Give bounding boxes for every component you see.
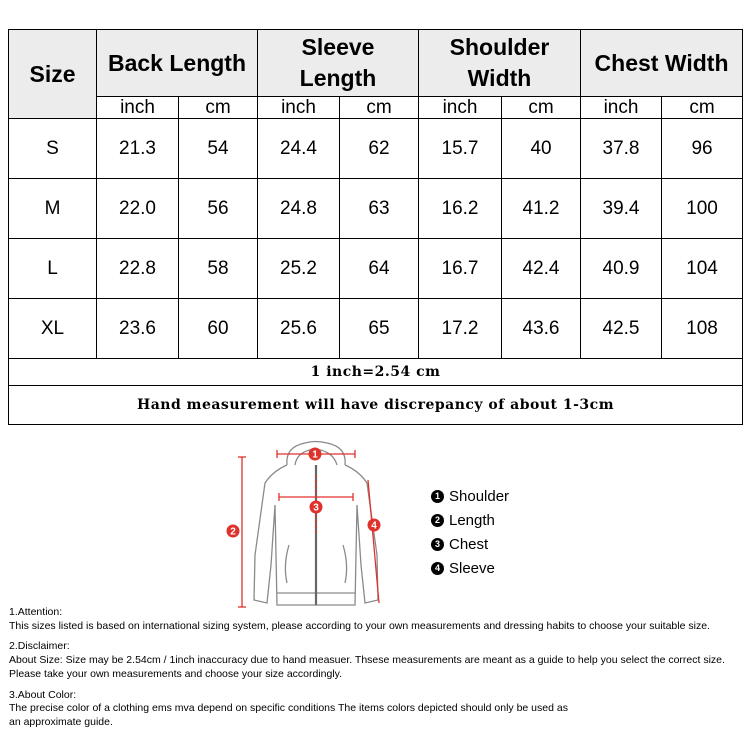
header-back-length: Back Length — [97, 30, 258, 97]
unit-cm: cm — [502, 97, 581, 119]
color-text: The precise color of a clothing ems mva depend on specific conditions The items colors depicted should only be used as — [9, 702, 568, 715]
legend-item-chest — [431, 532, 509, 556]
header-size: Size — [9, 30, 97, 119]
header-sleeve-length: Sleeve Length — [258, 30, 419, 97]
disclaimer-title: 2.Disclaimer: — [9, 640, 70, 653]
table-cell: 104 — [662, 239, 743, 299]
table-cell: 65 — [340, 299, 419, 359]
number-4-icon: 4 — [431, 562, 444, 575]
table-cell: 17.2 — [419, 299, 502, 359]
notes-section — [9, 606, 749, 730]
unit-cm: cm — [662, 97, 743, 119]
legend-label: Shoulder — [449, 487, 510, 505]
number-1-icon: 1 — [431, 490, 444, 503]
unit-cm: cm — [340, 97, 419, 119]
color-title: 3.About Color: — [9, 688, 77, 701]
table-cell: 25.2 — [258, 239, 340, 299]
header-shoulder-width: Shoulder Width — [419, 30, 581, 97]
attention-text: This sizes listed is based on international sizing system, please according to your own measurements and dressing habits to choose your suitable size. — [9, 619, 710, 632]
legend-item-length — [431, 508, 509, 532]
table-cell: 43.6 — [502, 299, 581, 359]
table-cell: 56 — [179, 179, 258, 239]
table-cell: 42.4 — [502, 239, 581, 299]
table-row — [9, 119, 743, 179]
table-cell: 37.8 — [581, 119, 662, 179]
table-cell: 62 — [340, 119, 419, 179]
legend-item-sleeve — [431, 556, 509, 580]
table-cell: 21.3 — [97, 119, 179, 179]
right-pocket — [343, 545, 347, 583]
table-cell: 58 — [179, 239, 258, 299]
table-cell: 24.4 — [258, 119, 340, 179]
table-cell: 24.8 — [258, 179, 340, 239]
table-cell: 96 — [662, 119, 743, 179]
unit-inch: inch — [581, 97, 662, 119]
table-row — [9, 299, 743, 359]
table-cell: 60 — [179, 299, 258, 359]
sleeve-measure-line — [368, 480, 379, 603]
table-cell: 42.5 — [581, 299, 662, 359]
marker-1-label: 1 — [312, 449, 318, 461]
attention-title: 1.Attention: — [9, 606, 63, 618]
marker-4-label: 4 — [371, 520, 377, 532]
legend-label: Sleeve — [449, 559, 495, 577]
table-cell: 22.8 — [97, 239, 179, 299]
size-cell: L — [9, 239, 97, 299]
table-cell: 15.7 — [419, 119, 502, 179]
discrepancy-note: Hand measurement will have discrepancy of about 1-3cm — [9, 386, 743, 425]
marker-3-label: 3 — [313, 502, 319, 514]
legend-label: Length — [449, 511, 495, 529]
legend-label: Chest — [449, 535, 489, 553]
table-cell: 23.6 — [97, 299, 179, 359]
marker-2-label: 2 — [230, 526, 236, 538]
disclaimer-text: About Size: Size may be 2.54cm / 1inch inaccuracy due to hand measuer. Thsese measurements are meant as a guide to help you select the correct size. — [9, 654, 725, 667]
table-cell: 22.0 — [97, 179, 179, 239]
table-cell: 40 — [502, 119, 581, 179]
table-cell: 108 — [662, 299, 743, 359]
table-cell: 54 — [179, 119, 258, 179]
color-text: an approximate guide. — [9, 715, 113, 728]
diagram-legend — [431, 484, 509, 580]
legend-item-shoulder — [431, 484, 509, 508]
left-pocket — [285, 545, 289, 583]
size-cell: XL — [9, 299, 97, 359]
size-cell: S — [9, 119, 97, 179]
conversion-note: 1 inch=2.54 cm — [9, 359, 743, 386]
table-cell: 16.7 — [419, 239, 502, 299]
number-3-icon: 3 — [431, 538, 444, 551]
disclaimer-text: Please take your own measurements and choose your size accordingly. — [9, 667, 343, 680]
table-cell: 16.2 — [419, 179, 502, 239]
table-row — [9, 239, 743, 299]
size-chart-table — [8, 29, 742, 429]
table-cell: 100 — [662, 179, 743, 239]
table-cell: 25.6 — [258, 299, 340, 359]
unit-cm: cm — [179, 97, 258, 119]
size-cell: M — [9, 179, 97, 239]
table-cell: 40.9 — [581, 239, 662, 299]
header-chest-width: Chest Width — [581, 30, 743, 97]
table-cell: 63 — [340, 179, 419, 239]
table-cell: 39.4 — [581, 179, 662, 239]
unit-inch: inch — [419, 97, 502, 119]
unit-inch: inch — [97, 97, 179, 119]
table-row — [9, 179, 743, 239]
jacket-illustration — [217, 435, 405, 611]
table-cell: 64 — [340, 239, 419, 299]
jacket-measurement-diagram — [217, 435, 405, 611]
table-cell: 41.2 — [502, 179, 581, 239]
unit-inch: inch — [258, 97, 340, 119]
number-2-icon: 2 — [431, 514, 444, 527]
